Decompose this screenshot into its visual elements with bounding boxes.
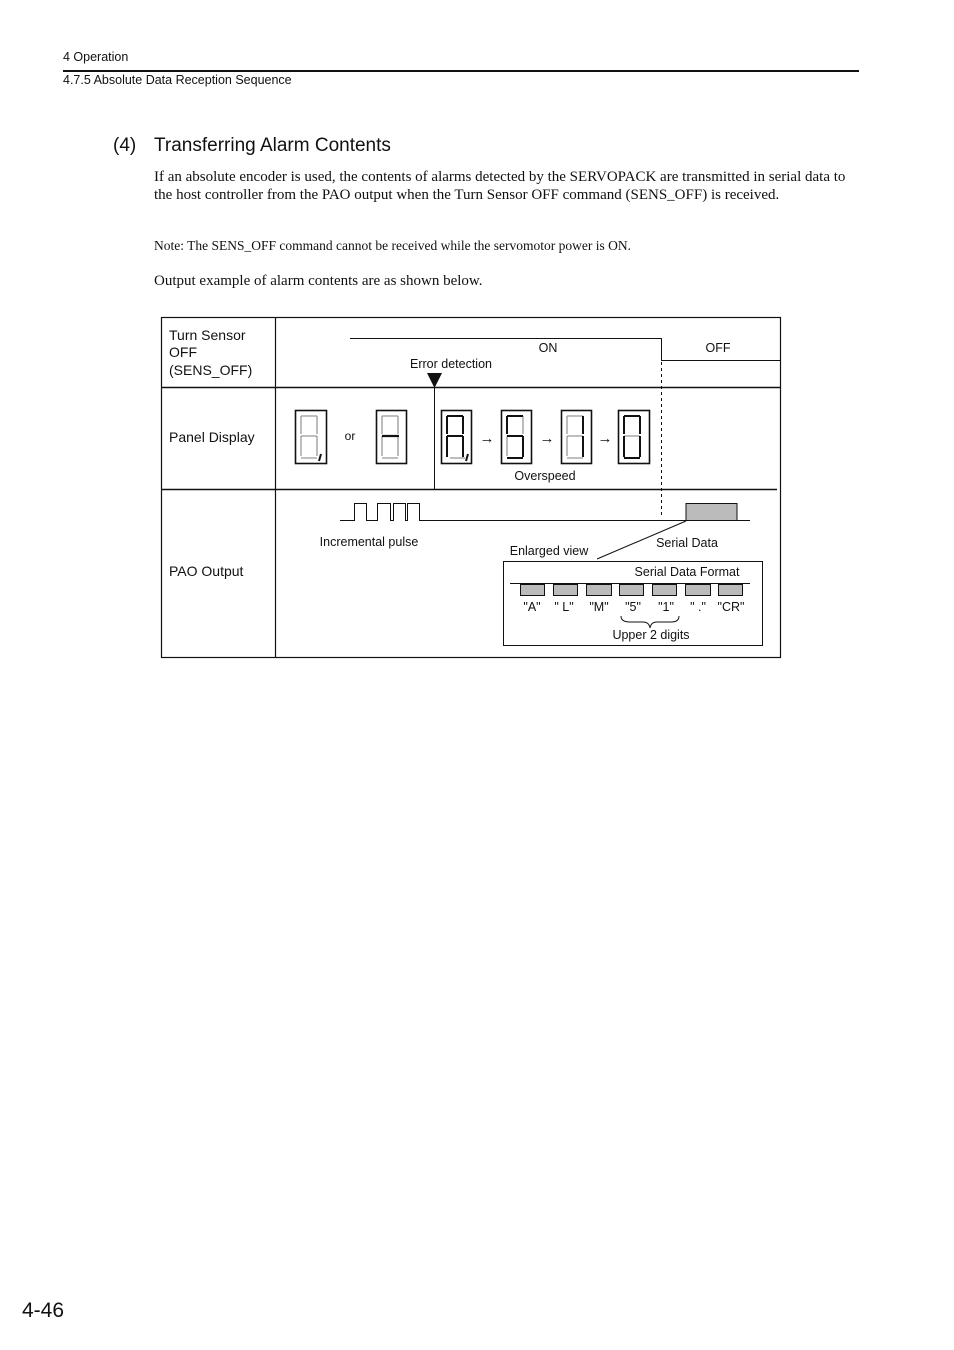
char-cell-3 bbox=[587, 585, 612, 596]
char-label-5: "1" bbox=[658, 600, 674, 614]
body-paragraph: If an absolute encoder is used, the contents of alarms detected by the SERVOPACK are transmitted in serial data to the host controller from the PAO output when the Turn Sensor OFF command (SENS_OFF) is received. bbox=[154, 169, 846, 203]
char-label-2: " L" bbox=[554, 600, 574, 614]
output-intro-text: Output example of alarm contents are as shown below. bbox=[154, 273, 483, 289]
note-text: Note: The SENS_OFF command cannot be received while the servomotor power is ON. bbox=[154, 238, 632, 253]
serial-data-label: Serial Data bbox=[656, 536, 718, 550]
char-label-6: " ." bbox=[690, 600, 706, 614]
incremental-pulse-waveform bbox=[340, 504, 686, 521]
row-label-pao-output: PAO Output bbox=[169, 563, 244, 579]
row-label-panel-display: Panel Display bbox=[169, 429, 255, 445]
error-detection-marker bbox=[427, 373, 442, 388]
section-number: (4) bbox=[113, 135, 137, 156]
char-cell-2 bbox=[554, 585, 578, 596]
row-label-sens-off-line2: OFF bbox=[169, 344, 197, 360]
panel-digit-3 bbox=[442, 411, 472, 464]
panel-digit-4 bbox=[502, 411, 532, 464]
panel-digit-2 bbox=[377, 411, 407, 464]
panel-digit-5 bbox=[562, 411, 592, 464]
char-cell-5 bbox=[653, 585, 677, 596]
char-label-1: "A" bbox=[523, 600, 541, 614]
or-label: or bbox=[344, 429, 356, 443]
enlarged-view-label: Enlarged view bbox=[509, 544, 589, 558]
serial-data-block bbox=[686, 504, 737, 521]
char-label-7: "CR" bbox=[717, 600, 745, 614]
on-label: ON bbox=[538, 341, 558, 355]
section-heading bbox=[113, 135, 391, 157]
header-rule bbox=[63, 70, 859, 72]
overspeed-label: Overspeed bbox=[514, 469, 576, 483]
upper-digits-label: Upper 2 digits bbox=[612, 628, 690, 642]
running-header-section: 4.7.5 Absolute Data Reception Sequence bbox=[63, 73, 292, 87]
running-header-chapter: 4 Operation bbox=[63, 50, 129, 64]
arrow-3: → bbox=[597, 430, 613, 447]
char-label-4: "5" bbox=[625, 600, 641, 614]
section-title: Transferring Alarm Contents bbox=[154, 135, 391, 156]
serial-data-format-label: Serial Data Format bbox=[634, 565, 740, 579]
error-detection-label: Error detection bbox=[410, 357, 492, 371]
char-cell-6 bbox=[686, 585, 711, 596]
off-label: OFF bbox=[705, 341, 731, 355]
panel-digit-6 bbox=[619, 411, 650, 464]
char-cell-1 bbox=[521, 585, 545, 596]
char-label-3: "M" bbox=[589, 600, 609, 614]
arrow-2: → bbox=[539, 430, 555, 447]
char-cell-4 bbox=[620, 585, 644, 596]
timing-diagram bbox=[150, 310, 790, 666]
row-label-sens-off-line1: Turn Sensor bbox=[169, 327, 246, 343]
panel-digit-1 bbox=[296, 411, 327, 464]
arrow-1: → bbox=[479, 430, 495, 447]
row-label-sens-off-line3: (SENS_OFF) bbox=[169, 362, 253, 378]
page-number: 4-46 bbox=[22, 1299, 65, 1322]
char-cell-7 bbox=[719, 585, 743, 596]
incremental-pulse-label: Incremental pulse bbox=[319, 535, 419, 549]
